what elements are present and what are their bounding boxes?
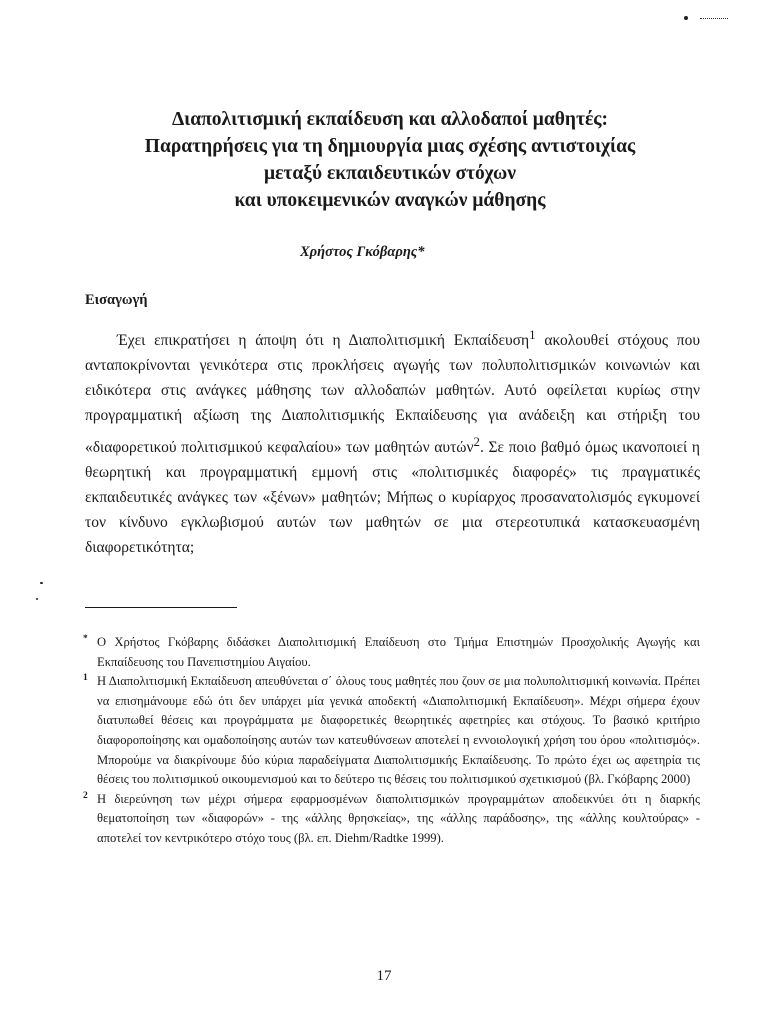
footnote-text: Ο Χρήστος Γκόβαρης διδάσκει Διαπολιτισμική Επαίδευση στο Τμήμα Επιστημών Προσχολικής Αγωγής και Εκπαίδευσης του Πανεπιστημίου Αιγαίου. (97, 635, 700, 669)
footnote-ref: 1 (529, 327, 536, 342)
footnote (85, 790, 700, 849)
footnote-separator (85, 607, 237, 608)
footnote-text: Η διερεύνηση των μέχρι σήμερα εφαρμοσμένων διαπολιτισμικών προγραμμάτων αποδεικνύει ότι η διαρκής θεματοποίηση των «διαφορών» - της «άλλης θρησκείας», της «άλλης παράδοσης», της «άλλης κουλτούρας» - αποτελεί τον κεντρικότερο στόχο τους (βλ. επ. Diehm/Radtke 1999). (97, 791, 700, 845)
title-line: Διαπολιτισμική εκπαίδευση και αλλοδαποί μαθητές: (171, 109, 609, 130)
footnote-mark: * (83, 634, 88, 644)
paragraph-text: . Σε ποιο βαθμό όμως ικανοποιεί η θεωρητική και προγραμματική εμμονή στις «πολιτισμικές διαφορές» τις πραγματικές εκπαιδευτικές ανάγκες των «ξένων» μαθητών; Μήπως ο κυρίαρχος προσανατολισμός εγκυμονεί τον κίνδυνο εγκλωβισμού αυτών των μαθητών σε μια στερεοτυπικά κατασκευασμένη διαφορετικότητα; (85, 438, 700, 557)
section-heading: Εισαγωγή (85, 292, 148, 308)
scan-speck (40, 582, 43, 584)
footnotes (85, 633, 700, 849)
paragraph-text: ακολουθεί στόχους που ανταποκρίνονται γενικότερα στις προκλήσεις αγωγής των πολυπολιτισμικών κοινωνιών και ειδικότερα στις ανάγκες μάθησης των αλλοδαπών μαθητών. Αυτό οφείλεται κυρίως στην προγραμματική αξίωση της Διαπολιτισμικής Εκπαίδευσης για ανάδειξη και στήριξη του «διαφορετικού πολιτισμικού κεφαλαίου» των μαθητών αυτών (85, 332, 700, 456)
title-line: μεταξύ εκπαιδευτικών στόχων (264, 163, 516, 184)
footnote-mark: 1 (83, 673, 88, 684)
scan-speck (36, 598, 38, 600)
footnote-text: Η Διαπολιτισμική Εκπαίδευση απευθύνεται σ΄ όλους τους μαθητές που ζουν σε μια πολυπολιτισμική κοινωνία. Πρέπει να επισημάνουμε εδώ ότι δεν υπάρχει μία γενικά αποδεκτή «Διαπολιτισμική Εκπαίδευση». Μέχρι σήμερα έχουν διατυπωθεί θέσεις και προγράμματα με διαφορετικές θεωρητικές αφετηρίες και στόχους. Το βασικό κριτήριο διαφοροποίησης και ομαδοποίησης αυτών των κατευθύνσεων αποτελεί η εννοιολογική χρήση του όρου «πολιτισμός». Μπορούμε να διακρίνουμε δύο κύρια παραδείγματα Διαπολιτισμικής Εκπαίδευσης. Το πρώτο έχει ως αφετηρία τις θέσεις του πολιτισμικού οικουμενισμού και το δεύτερο τις θέσεις του πολιτισμικού σχετικισμού (βλ. Γκόβαρης 2000) (97, 674, 700, 787)
paragraph-text: Έχει επικρατήσει η άποψη ότι η Διαπολιτισμική Εκπαίδευση (117, 332, 530, 350)
footnote-ref: 2 (473, 433, 480, 449)
footnote-mark: 2 (83, 790, 88, 801)
page-number: 17 (376, 968, 392, 984)
body-paragraph (85, 322, 700, 560)
title-line: και υποκειμενικών αναγκών μάθησης (234, 190, 546, 211)
footnote (85, 633, 700, 672)
footnote (85, 672, 700, 790)
title-line: Παρατηρήσεις για τη δημιουργία μιας σχέσης αντιστοιχίας (144, 136, 636, 157)
author-name: Χρήστος Γκόβαρης* (300, 244, 425, 260)
article-title (60, 106, 720, 214)
scan-mark (700, 18, 728, 19)
scan-speck (684, 16, 688, 20)
